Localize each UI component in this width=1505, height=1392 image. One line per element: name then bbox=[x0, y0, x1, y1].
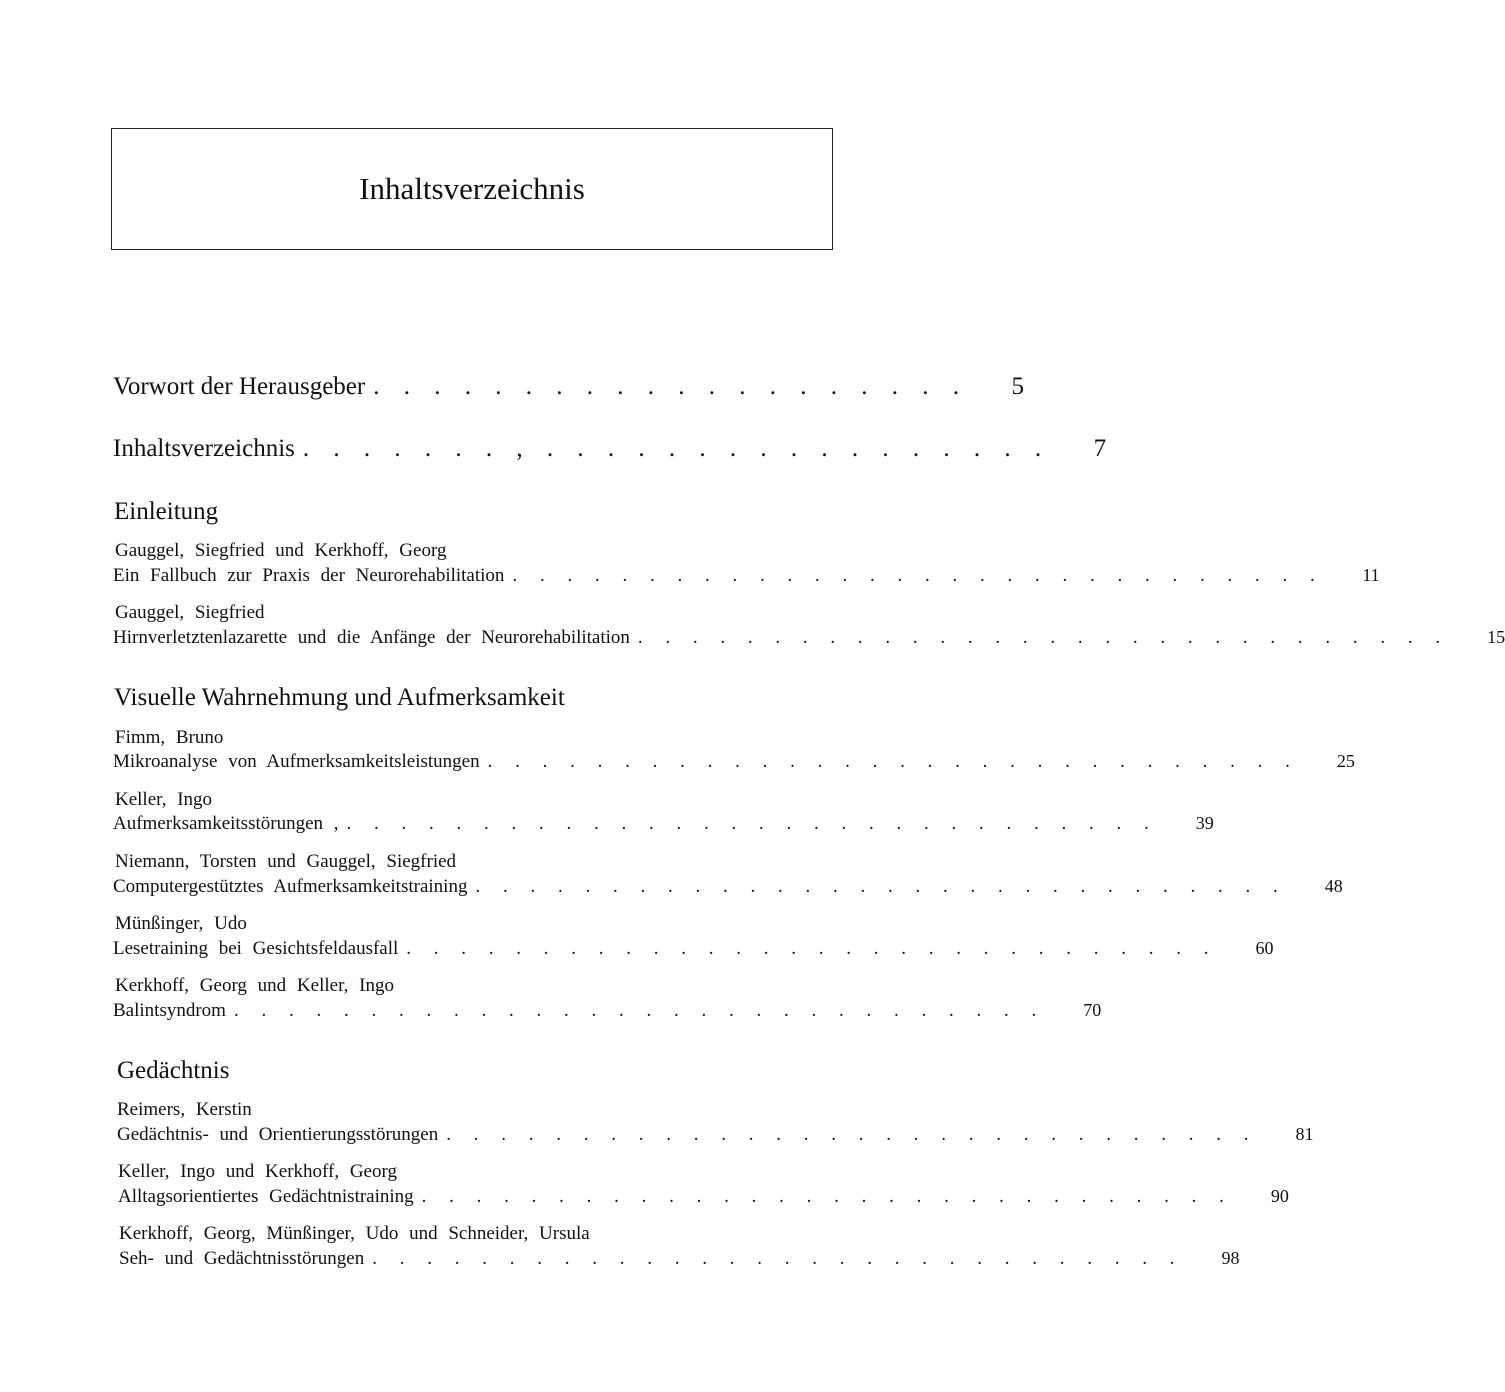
toc-entry bbox=[113, 751, 1355, 773]
toc-page-number: 11 bbox=[1362, 565, 1380, 585]
toc-entry-authors: Gauggel, Siegfried und Kerkhoff, Georg bbox=[115, 540, 447, 561]
toc-entry-authors: Kerkhoff, Georg, Münßinger, Udo und Schneider, Ursula bbox=[119, 1223, 590, 1244]
toc-page-number: 90 bbox=[1270, 1186, 1289, 1206]
leader-dots: . . . . . . . . . . . . . . . . . . . . . . . . . . . . . . bbox=[372, 1248, 1184, 1269]
toc-page-number: 81 bbox=[1295, 1124, 1314, 1144]
toc-entry-title: Inhaltsverzeichnis bbox=[113, 435, 295, 462]
toc-entry-title: Hirnverletztenlazarette und die Anfänge der Neurorehabilitation bbox=[113, 627, 630, 648]
leader-dots: . . . . . . . . . . . . . . . . . . . . bbox=[373, 373, 968, 400]
toc-entry-title: Ein Fallbuch zur Praxis der Neurorehabilitation bbox=[113, 565, 505, 586]
toc-entry-title: Mikroanalyse von Aufmerksamkeitsleistungen bbox=[113, 751, 480, 772]
toc-entry-title: Aufmerksamkeitsstörungen , bbox=[113, 813, 339, 834]
page-title: Inhaltsverzeichnis bbox=[359, 171, 585, 206]
toc-entry-authors: Gauggel, Siegfried bbox=[115, 602, 265, 623]
toc-page-number: 60 bbox=[1255, 938, 1274, 958]
toc-entry-authors: Keller, Ingo bbox=[115, 789, 213, 810]
toc-entry-vorwort bbox=[113, 373, 1024, 401]
toc-page-number: 70 bbox=[1083, 1000, 1102, 1020]
toc-entry-title: Balintsyndrom bbox=[113, 1000, 226, 1021]
toc-entry-inhaltsverzeichnis bbox=[113, 435, 1107, 463]
section-heading: Gedächtnis bbox=[117, 1057, 230, 1084]
toc-entry bbox=[119, 1248, 1240, 1270]
title-box bbox=[111, 128, 833, 250]
leader-dots: . . . . . . . . . . . . . . . . . . . . . . . . . . . . . . bbox=[637, 627, 1450, 648]
toc-entry-title: Lesetraining bei Gesichtsfeldausfall bbox=[113, 938, 399, 959]
toc-entry-title: Alltagsorientiertes Gedächtnistraining bbox=[118, 1186, 414, 1207]
toc-entry-title: Gedächtnis- und Orientierungsstörungen bbox=[117, 1124, 439, 1145]
toc-entry-authors: Fimm, Bruno bbox=[115, 727, 224, 748]
toc-page-number: 48 bbox=[1324, 876, 1343, 896]
leader-dots: . . . . . . . . . . . . . . . . . . . . . . . . . . . . . . bbox=[406, 938, 1218, 959]
toc-page-number: 15 bbox=[1487, 627, 1505, 647]
toc-page-number: 25 bbox=[1336, 751, 1355, 771]
toc-entry-authors: Keller, Ingo und Kerkhoff, Georg bbox=[118, 1161, 397, 1182]
toc-entry-title: Seh- und Gedächtnisstörungen bbox=[119, 1248, 365, 1269]
toc-entry bbox=[113, 565, 1380, 587]
toc-entry bbox=[117, 1124, 1314, 1146]
toc-entry bbox=[118, 1186, 1289, 1208]
section-heading: Visuelle Wahrnehmung und Aufmerksamkeit bbox=[114, 684, 565, 711]
toc-entry-title: Computergestütztes Aufmerksamkeitstraining bbox=[113, 876, 468, 897]
leader-dots: . . . . . . . . . . . . . . . . . . . . . . . . . . . . . . bbox=[421, 1186, 1233, 1207]
leader-dots: . . . . . . . , . . . . . . . . . . . . . . . . . bbox=[302, 435, 1051, 462]
toc-entry-title: Vorwort der Herausgeber bbox=[113, 373, 366, 400]
leader-dots: . . . . . . . . . . . . . . . . . . . . . . . . . . . . . . bbox=[487, 751, 1299, 772]
leader-dots: . . . . . . . . . . . . . . . . . . . . . . . . . . . . . . bbox=[446, 1124, 1258, 1145]
section-heading: Einleitung bbox=[114, 498, 219, 525]
toc-entry-authors: Reimers, Kerstin bbox=[117, 1099, 252, 1120]
toc-page-number: 39 bbox=[1195, 813, 1214, 833]
toc-entry bbox=[113, 627, 1505, 649]
toc-entry-authors: Niemann, Torsten und Gauggel, Siegfried bbox=[115, 851, 457, 872]
toc-page-number: 98 bbox=[1221, 1248, 1240, 1268]
toc-entry bbox=[113, 876, 1343, 898]
leader-dots: . . . . . . . . . . . . . . . . . . . . . . . . . . . . . . bbox=[346, 813, 1158, 834]
toc-entry bbox=[113, 938, 1274, 960]
toc-entry bbox=[113, 1000, 1102, 1022]
leader-dots: . . . . . . . . . . . . . . . . . . . . . . . . . . . . . . bbox=[233, 1000, 1046, 1021]
toc-page-number: 5 bbox=[1011, 373, 1024, 400]
leader-dots: . . . . . . . . . . . . . . . . . . . . . . . . . . . . . . bbox=[475, 876, 1287, 897]
toc-page-number: 7 bbox=[1093, 435, 1107, 462]
leader-dots: . . . . . . . . . . . . . . . . . . . . . . . . . . . . . . bbox=[512, 565, 1324, 586]
toc-entry-authors: Kerkhoff, Georg und Keller, Ingo bbox=[115, 975, 394, 996]
toc-entry bbox=[113, 813, 1214, 835]
toc-entry-authors: Münßinger, Udo bbox=[115, 913, 247, 934]
